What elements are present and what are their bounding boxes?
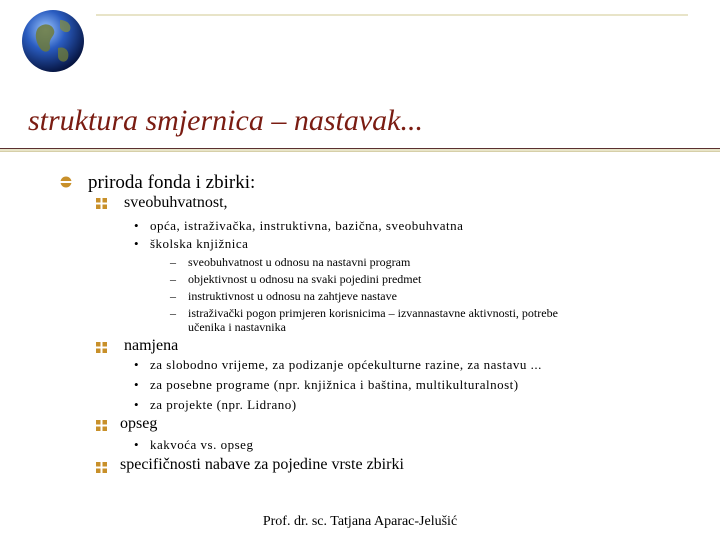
top-line bbox=[96, 14, 688, 16]
list-item: • za posebne programe (npr. knjižnica i baština, multikulturalnost) bbox=[134, 377, 519, 392]
square-bullet-icon bbox=[96, 198, 107, 209]
title-rule bbox=[0, 148, 720, 152]
section-label: opseg bbox=[120, 415, 158, 432]
sub-item: – instruktivnost u odnosu na zahtjeve nastave bbox=[170, 289, 397, 303]
list-item: • kakvoća vs. opseg bbox=[134, 437, 254, 452]
sub-item: – istraživački pogon primjeren korisnicima – izvannastavne aktivnosti, potrebe učenika i nastavnika bbox=[170, 306, 558, 334]
sub-item: – objektivnost u odnosu na svaki pojedini predmet bbox=[170, 272, 422, 286]
slide-footer: Prof. dr. sc. Tatjana Aparac-Jelušić bbox=[262, 514, 458, 529]
list-item: • za projekte (npr. Lidrano) bbox=[134, 397, 297, 412]
heading: priroda fonda i zbirki: bbox=[88, 172, 256, 193]
section-label: sveobuhvatnost, bbox=[124, 194, 228, 211]
circle-bullet-icon bbox=[60, 176, 72, 188]
section-label: specifičnosti nabave za pojedine vrste zbirki bbox=[120, 456, 404, 473]
square-bullet-icon bbox=[96, 342, 107, 353]
section-label: namjena bbox=[124, 337, 179, 354]
list-item: • za slobodno vrijeme, za podizanje općekulturne razine, za nastavu ... bbox=[134, 357, 542, 372]
sub-item: – sveobuhvatnost u odnosu na nastavni program bbox=[170, 255, 411, 269]
square-bullet-icon bbox=[96, 462, 107, 473]
square-bullet-icon bbox=[96, 420, 107, 431]
list-item: • školska knjižnica bbox=[134, 236, 249, 251]
list-item: • opća, istraživačka, instruktivna, bazična, sveobuhvatna bbox=[134, 218, 464, 233]
globe-icon bbox=[20, 8, 86, 74]
slide-title: struktura smjernica – nastavak... bbox=[28, 104, 423, 137]
